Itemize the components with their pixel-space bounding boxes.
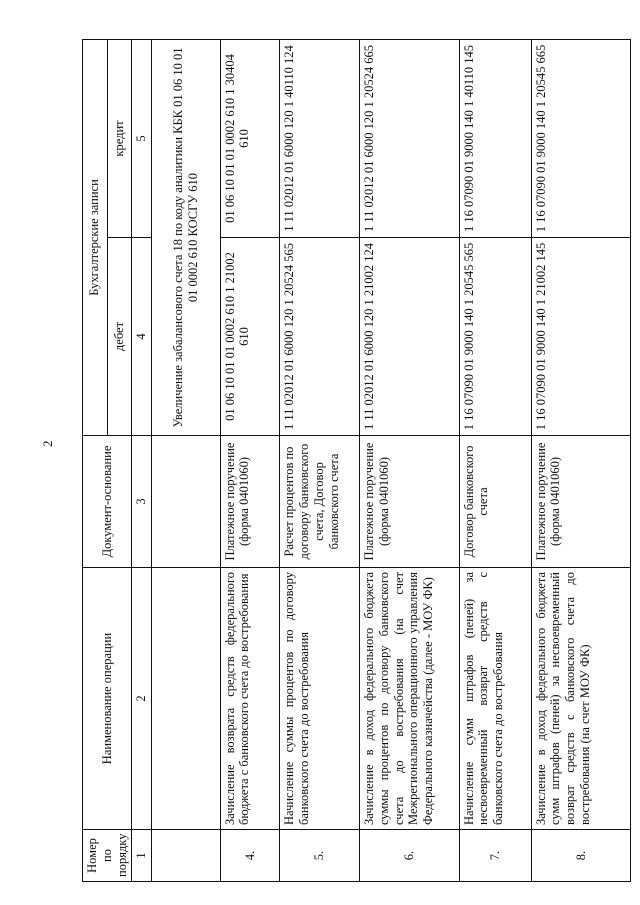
empty-cell <box>152 568 220 830</box>
credit-entry: 1 16 07090 01 9000 140 1 40110 145 <box>459 39 531 237</box>
operation-name: Зачисление в доход федерального бюджета суммы процентов по договору банковского счета до востребования (на счет Межрегионального операционного управления Федерального казначейства (далее - МОУ ФК) <box>360 568 460 830</box>
rotated-table-wrapper <box>82 40 630 882</box>
operation-name: Начисление сумм штрафов (пеней) за несвоевременный возврат средств с банковского счета до востребования <box>459 568 531 830</box>
header-accounting-entries: Бухгалтерские записи <box>83 39 108 435</box>
document-basis: Договор банковского счета <box>459 436 531 568</box>
debit-entry: 1 16 07090 01 9000 140 1 21002 145 <box>531 238 631 436</box>
row-number: 6. <box>360 830 460 882</box>
credit-entry: 1 16 07090 01 9000 140 1 20545 665 <box>531 39 631 237</box>
document-basis: Платежное поручение (форма 0401060) <box>531 436 631 568</box>
debit-entry: 1 16 07090 01 9000 140 1 20545 565 <box>459 238 531 436</box>
operation-name: Начисление суммы процентов по договору банковского счета до востребования <box>280 568 360 830</box>
row-number: 5. <box>280 830 360 882</box>
credit-entry: 01 06 10 01 01 0002 610 1 30404 610 <box>220 39 280 237</box>
col-number-3: 3 <box>132 436 152 568</box>
header-credit: кредит <box>107 39 132 237</box>
operation-name: Зачисление в доход федерального бюджета сумм штрафов (пеней) за несвоевременный возврат средств с банковского счета до востребования (на счет МОУ ФК) <box>531 568 631 830</box>
empty-cell <box>152 436 220 568</box>
table-row <box>280 39 360 881</box>
debit-entry: 1 11 02012 01 6000 120 1 21002 124 <box>360 238 460 436</box>
table-row <box>220 39 280 881</box>
col-number-1: 1 <box>132 830 152 882</box>
credit-entry: 1 11 02012 01 6000 120 1 20524 665 <box>360 39 460 237</box>
credit-entry: 1 11 02012 01 6000 120 1 40110 124 <box>280 39 360 237</box>
document-basis: Расчет процентов по договору банковского счета, Договор банковского счета <box>280 436 360 568</box>
zabalans-note: Увеличение забалансового счета 18 по коду аналитики КБК 01 06 10 01 01 0002 610 КОСГУ 610 <box>152 39 220 435</box>
header-document: Документ-основание <box>83 436 132 568</box>
header-number: Номер по порядку <box>83 830 132 882</box>
row-number: 8. <box>531 830 631 882</box>
row-number: 7. <box>459 830 531 882</box>
table-row <box>531 39 631 881</box>
debit-entry: 1 11 02012 01 6000 120 1 20524 565 <box>280 238 360 436</box>
empty-cell <box>152 830 220 882</box>
col-number-5: 5 <box>132 39 152 237</box>
page-number: 2 <box>40 440 55 447</box>
accounting-entries-table <box>82 39 631 882</box>
row-number: 4. <box>220 830 280 882</box>
document-basis: Платежное поручение (форма 0401060) <box>220 436 280 568</box>
col-number-2: 2 <box>132 568 152 830</box>
header-debit: дебет <box>107 238 132 436</box>
col-number-4: 4 <box>132 238 152 436</box>
table-row <box>459 39 531 881</box>
table-row <box>360 39 460 881</box>
header-operation: Наименование операции <box>83 568 132 830</box>
document-basis: Платежное поручение (форма 0401060) <box>360 436 460 568</box>
debit-entry: 01 06 10 01 01 0002 610 1 21002 610 <box>220 238 280 436</box>
operation-name: Зачисление возврата средств федерального бюджета с банковского счета до востребования <box>220 568 280 830</box>
